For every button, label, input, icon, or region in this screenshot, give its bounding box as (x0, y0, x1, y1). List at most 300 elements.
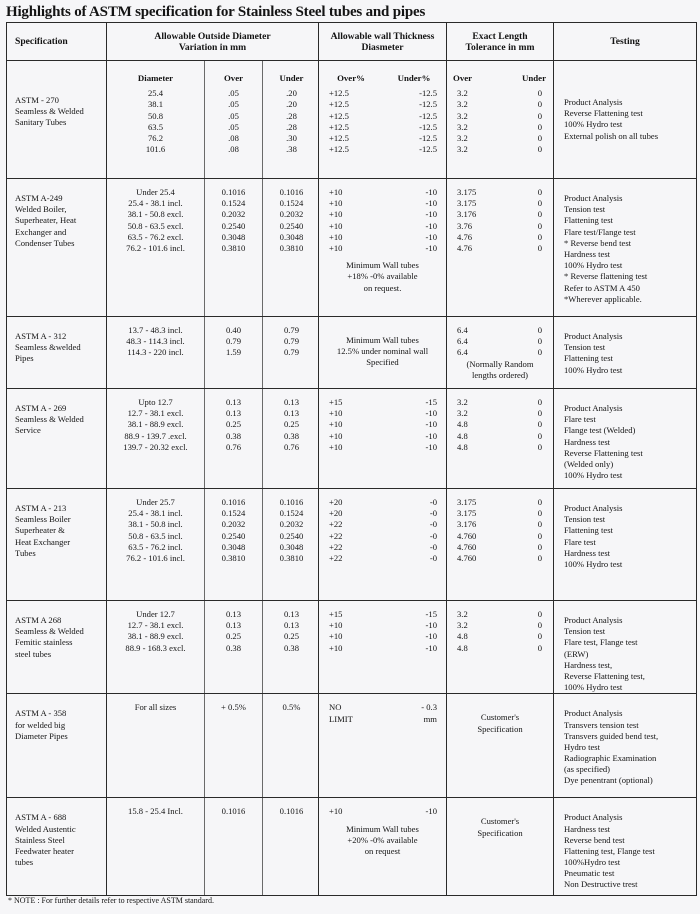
spec-cell (7, 694, 107, 798)
cell-line: -0 (429, 552, 437, 563)
cell-line: 0.1016 (221, 806, 246, 817)
cell-line: Welded Austentic (15, 823, 76, 834)
cell-line: 100%Hydro test (564, 857, 621, 868)
cell-line: 0 (537, 397, 542, 407)
cell-line: 6.4 (457, 325, 468, 335)
cell-line: Seamless & Welded (15, 414, 84, 425)
cell-line: 0 (537, 336, 542, 347)
cell-line: Superheater & (15, 525, 65, 536)
cell-line: +10 (329, 430, 343, 441)
cell-line: .05 (228, 110, 239, 121)
cell-line: Specification (477, 827, 523, 838)
cell-line: 0.38 (283, 430, 300, 441)
header-wall: Allowable wall Thickness Diasmeter (319, 23, 447, 61)
cell-line: on request. (363, 282, 402, 293)
cell-line: LIMIT (329, 713, 353, 724)
cell-line: .05 (228, 99, 239, 110)
cell-line: * Reverse flattening test (564, 271, 648, 282)
testing-cell (554, 798, 697, 896)
cell-line: Femitic stainless (15, 637, 73, 648)
cell-line: 12.7 - 38.1 excl. (127, 408, 184, 419)
testing-cell (554, 61, 697, 179)
cell-line: 38.1 (147, 99, 164, 110)
cell-line: +12.5 (329, 88, 349, 99)
cell-line: External polish on all tubes (564, 130, 659, 141)
cell-line: Flattening test (564, 215, 613, 226)
cell-line: .08 (228, 144, 239, 155)
wall-cell (319, 317, 447, 389)
wall-cell (319, 179, 447, 317)
cell-line: 0.40 (225, 325, 242, 335)
cell-line: 3.2 (457, 132, 468, 143)
cell-line: +12.5 (329, 121, 349, 132)
cell-line: 100% Hydro test (564, 558, 623, 569)
cell-line: ASTM A - 269 (15, 403, 67, 413)
cell-line: 4.8 (457, 642, 468, 653)
cell-line: -10 (425, 220, 437, 231)
cell-line: 4.8 (457, 419, 468, 430)
cell-line: -10 (425, 408, 437, 419)
cell-line: 0.1016 (221, 497, 246, 507)
cell-line: Tension test (564, 204, 606, 215)
cell-line: 63.5 - 76.2 incl. (128, 541, 183, 552)
cell-line: Non Destructive trest (564, 879, 638, 890)
cell-line: 4.760 (457, 541, 477, 552)
cell-line: +10 (329, 631, 343, 642)
cell-line: +10 (329, 408, 343, 419)
cell-line: + 0.5% (221, 702, 246, 713)
cell-line: Service (15, 425, 41, 436)
cell-line: 0 (537, 519, 542, 530)
cell-line: 0 (537, 441, 542, 452)
wall-cell (319, 798, 447, 896)
cell-line: Under 25.7 (136, 497, 175, 507)
cell-line: Specification (477, 723, 523, 734)
testing-cell (554, 601, 697, 694)
wall-cell (319, 601, 447, 694)
cell-line: Reverse Flattening test, (564, 670, 645, 681)
length-cell (447, 317, 554, 389)
length-cell (447, 61, 554, 179)
cell-line: - 0.3 (421, 702, 437, 713)
cell-line: 0.25 (283, 631, 300, 642)
cell-line: 4.76 (457, 231, 473, 242)
cell-line: +15 (329, 397, 343, 407)
cell-line: -10 (425, 419, 437, 430)
cell-line: Hardness test, (564, 659, 613, 670)
cell-line: 3.176 (457, 519, 477, 530)
cell-line: Tension test (564, 514, 606, 525)
cell-line: -12.5 (419, 132, 437, 143)
cell-line: 0 (537, 530, 542, 541)
cell-line: +20 (329, 497, 343, 507)
cell-line: 139.7 - 20.32 excl. (123, 441, 188, 452)
cell-line: Feedwater heater (15, 845, 74, 856)
table-row (7, 61, 697, 179)
cell-line: -0 (429, 508, 437, 519)
cell-line: +10 (329, 642, 343, 653)
cell-line: 0.2032 (279, 209, 304, 220)
cell-line: Flare test/Flange test (564, 226, 636, 237)
table-row (7, 179, 697, 317)
cell-line: 0.3048 (221, 541, 246, 552)
table-header-row (7, 23, 697, 61)
cell-line: 0.25 (225, 419, 242, 430)
cell-line: Flattening test (564, 353, 613, 364)
cell-line: .38 (286, 144, 297, 155)
cell-line: 3.2 (457, 620, 468, 631)
cell-line: .05 (228, 121, 239, 132)
cell-line: 0.13 (283, 620, 300, 631)
cell-line: 50.8 - 63.5 incl. (128, 530, 183, 541)
cell-line: (Normally Random (466, 358, 534, 369)
cell-line: Product Analysis (564, 503, 623, 513)
cell-line: -12.5 (419, 121, 437, 132)
cell-line: Product Analysis (564, 403, 623, 413)
cell-line: 76.2 - 101.6 incl. (126, 552, 185, 563)
cell-line: +18% -0% available (347, 271, 418, 282)
cell-line: Flare test (564, 536, 596, 547)
cell-line: 0.1016 (279, 497, 304, 507)
cell-line: +22 (329, 552, 343, 563)
cell-line: ASTM A - 312 (15, 331, 67, 341)
cell-line: .08 (228, 132, 239, 143)
cell-line: 0.1524 (221, 508, 246, 519)
cell-line: steel tubes (15, 648, 52, 659)
cell-line: Product Analysis (564, 708, 623, 719)
cell-line: .28 (286, 110, 297, 121)
cell-line: 0 (537, 347, 542, 358)
cell-line: 0 (537, 242, 542, 253)
cell-line: 100% Hydro test (564, 364, 623, 375)
cell-line: +20 (329, 508, 343, 519)
cell-line: 0 (537, 110, 542, 121)
cell-line: 0.3048 (279, 231, 304, 242)
cell-line: -10 (425, 231, 437, 242)
cell-line: 76.2 - 101.6 incl. (126, 242, 185, 253)
header-length: Exact Length Tolerance in mm (447, 23, 554, 61)
cell-line: 3.175 (457, 508, 477, 519)
cell-line: -12.5 (419, 144, 437, 155)
cell-line: 0.76 (283, 441, 300, 452)
od-variation-cell (107, 798, 319, 896)
cell-line: -10 (425, 631, 437, 642)
cell-line: 38.1 - 88.9 excl. (127, 631, 184, 642)
cell-line: Specified (366, 357, 399, 368)
cell-line: 0.1016 (279, 187, 304, 197)
table-row (7, 317, 697, 389)
cell-line: 12.7 - 38.1 excl. (127, 620, 184, 631)
cell-line: +12.5 (329, 110, 349, 121)
cell-line: -10 (425, 441, 437, 452)
cell-line: 0.25 (283, 419, 300, 430)
cell-line: 50.8 - 63.5 excl. (127, 220, 184, 231)
cell-line: 4.760 (457, 530, 477, 541)
cell-line: Under 25.4 (136, 187, 175, 197)
cell-line: 12.5% under nominal wall (336, 346, 429, 357)
cell-line: Product Analysis (564, 97, 623, 107)
wall-cell (319, 61, 447, 179)
cell-line: 101.6 (145, 144, 166, 155)
cell-line: 0.79 (283, 336, 300, 347)
wall-cell (319, 389, 447, 489)
cell-line: 0.1524 (279, 508, 304, 519)
cell-line: .30 (286, 132, 297, 143)
cell-line: 4.8 (457, 430, 468, 441)
cell-line: 0 (537, 609, 542, 619)
spec-cell (7, 798, 107, 896)
table-row (7, 798, 697, 896)
cell-line: +10 (329, 209, 343, 220)
cell-line: +12.5 (329, 144, 349, 155)
cell-line: Diameter Pipes (15, 730, 68, 741)
cell-line: Flare test (564, 414, 596, 425)
cell-line: 0 (537, 541, 542, 552)
cell-line: 3.2 (457, 609, 468, 619)
cell-line: 100% Hydro test (564, 119, 623, 130)
spec-cell (7, 179, 107, 317)
cell-line: Hardness test (564, 248, 611, 259)
testing-cell (554, 694, 697, 798)
sub-len-under: Under (522, 73, 546, 83)
header-od-variation: Allowable Outside Diameter Variation in mm (107, 23, 319, 61)
cell-line: 0.5% (282, 702, 301, 713)
cell-line: 63.5 - 76.2 excl. (127, 231, 184, 242)
cell-line: -10 (425, 430, 437, 441)
cell-line: -0 (429, 497, 437, 507)
cell-line: 4.760 (457, 552, 477, 563)
cell-line: 114.3 - 220 incl. (127, 347, 184, 358)
cell-line: 0.76 (225, 441, 242, 452)
cell-line: Tubes (15, 547, 36, 558)
cell-line: 3.2 (457, 397, 468, 407)
od-variation-cell (107, 317, 319, 389)
cell-line: 0 (537, 508, 542, 519)
cell-line: 0 (537, 99, 542, 110)
cell-line: 3.2 (457, 88, 468, 99)
cell-line: lengths ordered) (471, 369, 529, 380)
cell-line: -10 (425, 209, 437, 220)
cell-line: 38.1 - 50.8 incl. (128, 519, 183, 530)
cell-line: +10 (329, 220, 343, 231)
cell-line: 88.9 - 168.3 excl. (125, 642, 186, 653)
table-row (7, 489, 697, 601)
cell-line: for welded big (15, 719, 66, 730)
cell-line: 0.79 (283, 325, 300, 335)
cell-line: 3.2 (457, 121, 468, 132)
cell-line: Product Analysis (564, 331, 623, 341)
cell-line: +12.5 (329, 132, 349, 143)
spec-cell (7, 489, 107, 601)
cell-line: Reverse bend test (564, 834, 625, 845)
cell-line: 4.8 (457, 631, 468, 642)
cell-line: 0.3810 (279, 552, 304, 563)
cell-line: +10 (329, 441, 343, 452)
cell-line: Dye penentrant (optional) (564, 775, 653, 786)
cell-line: 0.2540 (279, 530, 304, 541)
cell-line: 0.38 (225, 430, 242, 441)
cell-line: 38.1 - 50.8 excl. (127, 209, 184, 220)
od-variation-cell (107, 179, 319, 317)
cell-line: 13.7 - 48.3 incl. (128, 325, 183, 335)
cell-line: 0.2032 (221, 209, 246, 220)
sub-diameter: Diameter (137, 73, 174, 83)
cell-line: 3.76 (457, 220, 473, 231)
cell-line: +12.5 (329, 99, 349, 110)
cell-line: mm (423, 713, 437, 724)
cell-line: Transvers guided bend test, (564, 730, 659, 741)
cell-line: 6.4 (457, 336, 468, 347)
cell-line: Flange test (Welded) (564, 425, 636, 436)
cell-line: 0.2540 (221, 530, 246, 541)
cell-line: 0.25 (225, 631, 242, 642)
cell-line: 0 (537, 497, 542, 507)
wall-cell (319, 694, 447, 798)
cell-line: +20% -0% available (347, 834, 418, 845)
cell-line: Under 12.7 (136, 609, 175, 619)
cell-line: NO (329, 702, 342, 713)
cell-line: Upto 12.7 (138, 397, 173, 407)
cell-line: 0 (537, 620, 542, 631)
cell-line: .28 (286, 121, 297, 132)
wall-cell (319, 489, 447, 601)
cell-line: 25.4 - 38.1 incl. (128, 198, 183, 209)
cell-line: -10 (425, 620, 437, 631)
length-cell (447, 489, 554, 601)
cell-line: 0 (537, 631, 542, 642)
cell-line: 6.4 (457, 347, 468, 358)
cell-line: 4.8 (457, 441, 468, 452)
cell-line: ASTM A - 213 (15, 503, 67, 513)
od-variation-cell (107, 694, 319, 798)
cell-line: Tension test (564, 626, 606, 637)
cell-line: 0 (537, 121, 542, 132)
cell-line: 3.2 (457, 99, 468, 110)
od-variation-cell (107, 489, 319, 601)
cell-line: -0 (429, 530, 437, 541)
cell-line: 0.13 (225, 609, 242, 619)
cell-line: 0.13 (283, 397, 300, 407)
cell-line: 88.9 - 139.7 .excl. (124, 430, 187, 441)
cell-line: Pipes (15, 353, 34, 364)
cell-line: 3.175 (457, 198, 477, 209)
cell-line: 0 (537, 419, 542, 430)
cell-line: 0.3810 (221, 242, 246, 253)
footnote: * NOTE : For further details refer to respective ASTM standard. (8, 896, 214, 905)
sub-under: Under (279, 73, 304, 83)
cell-line: -0 (429, 519, 437, 530)
cell-line: 0 (537, 408, 542, 419)
cell-line: 0 (537, 88, 542, 99)
cell-line: 0.2540 (221, 220, 246, 231)
cell-line: Condenser Tubes (15, 237, 75, 248)
cell-line: Tension test (564, 342, 606, 353)
testing-cell (554, 179, 697, 317)
cell-line: -10 (425, 806, 437, 817)
cell-line: 0.13 (225, 397, 242, 407)
cell-line: ASTM A - 688 (15, 812, 67, 823)
cell-line: 0.1016 (279, 806, 304, 817)
cell-line: 100% Hydro test (564, 260, 623, 271)
cell-line: 0.13 (225, 620, 242, 631)
cell-line: 0.2032 (279, 519, 304, 530)
table-row (7, 694, 697, 798)
cell-line: Product Analysis (564, 615, 623, 625)
length-cell (447, 179, 554, 317)
cell-line: +22 (329, 530, 343, 541)
cell-line: ASTM A 268 (15, 615, 62, 625)
cell-line: * Reverse bend test (564, 237, 632, 248)
cell-line: +10 (329, 187, 343, 197)
cell-line: +10 (329, 620, 343, 631)
cell-line: -12.5 (419, 88, 437, 99)
cell-line: Seamless Boiler (15, 514, 71, 525)
cell-line: Reverse Flattening test (564, 447, 643, 458)
cell-line: Radiographic Examination (564, 753, 657, 764)
length-cell (447, 601, 554, 694)
cell-line: 15.8 - 25.4 Incl. (128, 806, 183, 817)
cell-line: Minimum Wall tubes (346, 335, 419, 345)
cell-line: Refer to ASTM A 450 (564, 282, 640, 293)
cell-line: Hardness test (564, 436, 611, 447)
cell-line: 0.1016 (221, 187, 246, 197)
cell-line: 0.13 (225, 408, 242, 419)
cell-line: +22 (329, 541, 343, 552)
sub-over: Over (223, 73, 244, 83)
cell-line: Minimum Wall tubes (346, 260, 419, 271)
cell-line: 0.3048 (221, 231, 246, 242)
cell-line: Hydro test (564, 741, 601, 752)
cell-line: +10 (329, 242, 343, 253)
cell-line: 25.4 (147, 88, 164, 99)
cell-line: +10 (329, 231, 343, 242)
sub-len-over: Over (453, 73, 473, 83)
cell-line: 3.2 (457, 144, 468, 155)
cell-line: 0.79 (225, 336, 242, 347)
cell-line: 0 (537, 209, 542, 220)
cell-line: 0.38 (225, 642, 242, 653)
spec-cell (7, 317, 107, 389)
cell-line: 0.3810 (279, 242, 304, 253)
cell-line: -12.5 (419, 99, 437, 110)
cell-line: 0 (537, 220, 542, 231)
cell-line: 25.4 - 38.1 incl. (128, 508, 183, 519)
cell-line: Exchanger and (15, 226, 67, 237)
cell-line: +10 (329, 806, 343, 817)
cell-line: 0 (537, 187, 542, 197)
cell-line: 0.1524 (221, 198, 246, 209)
cell-line: For all sizes (134, 702, 177, 713)
cell-line: 0 (537, 132, 542, 143)
cell-line: 0 (537, 231, 542, 242)
cell-line: Customer's (480, 712, 520, 723)
cell-line: 4.76 (457, 242, 473, 253)
od-variation-cell (107, 61, 319, 179)
cell-line: Pneumatic test (564, 868, 615, 879)
cell-line: 63.5 (147, 121, 164, 132)
cell-line: Flattening test, Flange test (564, 845, 655, 856)
cell-line: ASTM - 270 (15, 95, 59, 105)
astm-spec-table (6, 22, 697, 896)
spec-cell (7, 601, 107, 694)
length-cell (447, 389, 554, 489)
length-cell (447, 694, 554, 798)
cell-line: Heat Exchanger (15, 536, 71, 547)
header-specification: Specification (7, 23, 107, 61)
cell-line: +10 (329, 198, 343, 209)
cell-line: 3.175 (457, 187, 477, 197)
cell-line: 0.3048 (279, 541, 304, 552)
